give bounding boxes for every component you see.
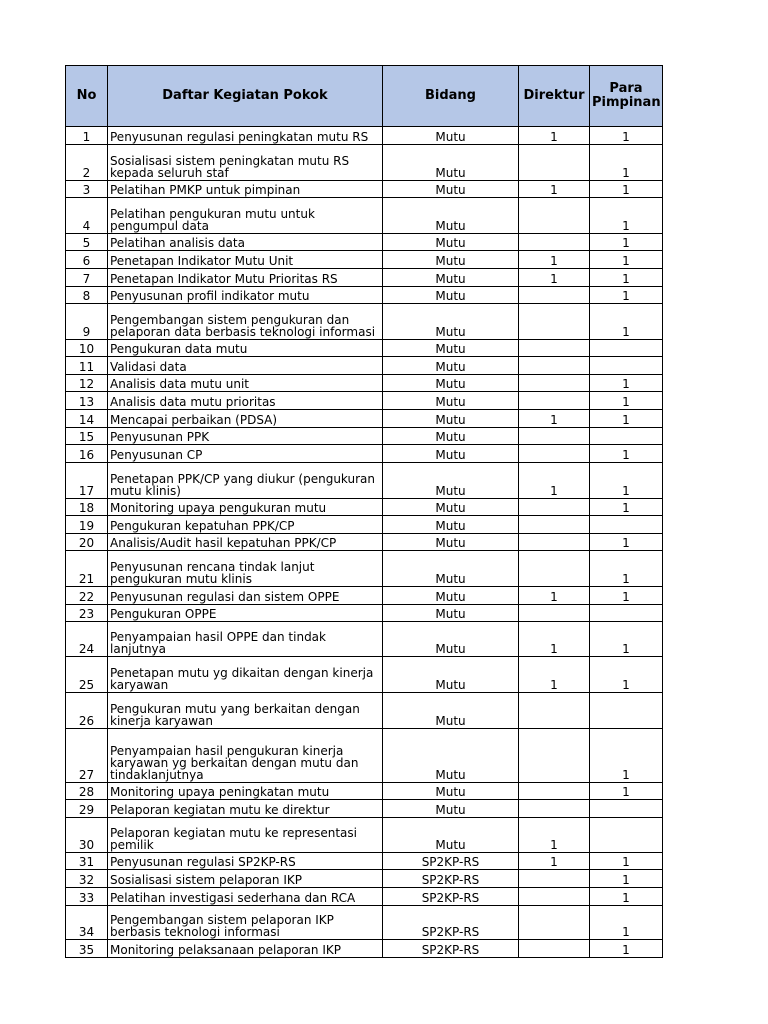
table-row [66, 357, 663, 375]
cell-pimpinan [590, 340, 663, 357]
cell-kegiatan: Pengukuran mutu yang berkaitan dengan kinerja karyawan [108, 693, 383, 729]
cell-no: 35 [66, 940, 108, 958]
cell-no: 21 [66, 551, 108, 587]
cell-direktur [519, 445, 590, 463]
cell-kegiatan: Pengukuran kepatuhan PPK/CP [108, 516, 383, 534]
cell-kegiatan: Penetapan Indikator Mutu Unit [108, 251, 383, 269]
table-row [66, 870, 663, 888]
cell-direktur [519, 340, 590, 357]
activity-table [65, 65, 663, 958]
cell-kegiatan: Monitoring pelaksanaan pelaporan IKP [108, 940, 383, 958]
cell-pimpinan [590, 693, 663, 729]
cell-direktur [519, 551, 590, 587]
cell-no: 34 [66, 906, 108, 940]
cell-bidang: Mutu [383, 127, 519, 145]
table-row [66, 287, 663, 304]
cell-pimpinan [590, 428, 663, 445]
cell-no: 19 [66, 516, 108, 534]
cell-kegiatan: Pelaporan kegiatan mutu ke representasi pemilik [108, 818, 383, 853]
cell-bidang: SP2KP-RS [383, 888, 519, 906]
cell-no: 4 [66, 198, 108, 234]
cell-pimpinan: 1 [590, 622, 663, 657]
cell-pimpinan: 1 [590, 463, 663, 499]
cell-pimpinan: 1 [590, 551, 663, 587]
table-row [66, 657, 663, 693]
cell-kegiatan: Mencapai perbaikan (PDSA) [108, 410, 383, 428]
cell-direktur [519, 783, 590, 800]
cell-bidang: Mutu [383, 357, 519, 375]
cell-direktur: 1 [519, 622, 590, 657]
cell-no: 25 [66, 657, 108, 693]
cell-direktur [519, 428, 590, 445]
cell-bidang: Mutu [383, 499, 519, 516]
cell-pimpinan: 1 [590, 127, 663, 145]
cell-no: 10 [66, 340, 108, 357]
table-row [66, 729, 663, 783]
cell-bidang: Mutu [383, 657, 519, 693]
cell-direktur: 1 [519, 269, 590, 287]
cell-kegiatan: Pengembangan sistem pelaporan IKP berbasis teknologi informasi [108, 906, 383, 940]
cell-no: 31 [66, 853, 108, 870]
cell-kegiatan: Pengembangan sistem pengukuran dan pelaporan data berbasis teknologi informasi [108, 304, 383, 340]
table-row [66, 818, 663, 853]
cell-kegiatan: Penyampaian hasil pengukuran kinerja karyawan yg berkaitan dengan mutu dan tindaklanjutnya [108, 729, 383, 783]
cell-bidang: Mutu [383, 340, 519, 357]
cell-no: 1 [66, 127, 108, 145]
cell-bidang: Mutu [383, 693, 519, 729]
table-row [66, 551, 663, 587]
table-body [66, 127, 663, 958]
cell-direktur: 1 [519, 251, 590, 269]
table-row [66, 534, 663, 551]
table-row [66, 906, 663, 940]
table-row [66, 127, 663, 145]
cell-direktur: 1 [519, 410, 590, 428]
cell-bidang: SP2KP-RS [383, 853, 519, 870]
cell-kegiatan: Penyusunan regulasi dan sistem OPPE [108, 587, 383, 605]
cell-direktur [519, 499, 590, 516]
table-row [66, 605, 663, 622]
cell-kegiatan: Penyusunan profil indikator mutu [108, 287, 383, 304]
cell-pimpinan: 1 [590, 392, 663, 410]
cell-kegiatan: Sosialisasi sistem pelaporan IKP [108, 870, 383, 888]
table-row [66, 587, 663, 605]
cell-direktur [519, 304, 590, 340]
cell-pimpinan: 1 [590, 534, 663, 551]
cell-direktur [519, 888, 590, 906]
table-row [66, 516, 663, 534]
cell-kegiatan: Pelatihan analisis data [108, 234, 383, 251]
header-direktur: Direktur [519, 66, 590, 127]
cell-kegiatan: Penyampaian hasil OPPE dan tindak lanjutnya [108, 622, 383, 657]
cell-bidang: Mutu [383, 800, 519, 818]
table-row [66, 340, 663, 357]
cell-direktur [519, 870, 590, 888]
cell-no: 2 [66, 145, 108, 181]
cell-bidang: Mutu [383, 729, 519, 783]
table-row [66, 888, 663, 906]
cell-kegiatan: Pelatihan investigasi sederhana dan RCA [108, 888, 383, 906]
cell-direktur [519, 906, 590, 940]
cell-no: 13 [66, 392, 108, 410]
cell-bidang: Mutu [383, 375, 519, 392]
table-row [66, 940, 663, 958]
cell-no: 7 [66, 269, 108, 287]
cell-pimpinan: 1 [590, 287, 663, 304]
table-row [66, 181, 663, 198]
cell-no: 5 [66, 234, 108, 251]
table-row [66, 622, 663, 657]
cell-bidang: Mutu [383, 551, 519, 587]
cell-bidang: Mutu [383, 428, 519, 445]
table-row [66, 693, 663, 729]
cell-direktur: 1 [519, 853, 590, 870]
cell-no: 23 [66, 605, 108, 622]
cell-pimpinan: 1 [590, 181, 663, 198]
cell-kegiatan: Penyusunan rencana tindak lanjut pengukuran mutu klinis [108, 551, 383, 587]
cell-pimpinan: 1 [590, 587, 663, 605]
table-row [66, 463, 663, 499]
cell-direktur [519, 392, 590, 410]
cell-pimpinan: 1 [590, 304, 663, 340]
cell-bidang: Mutu [383, 410, 519, 428]
cell-pimpinan: 1 [590, 853, 663, 870]
header-row [66, 66, 663, 127]
table-row [66, 783, 663, 800]
cell-direktur: 1 [519, 463, 590, 499]
cell-no: 28 [66, 783, 108, 800]
cell-bidang: Mutu [383, 534, 519, 551]
cell-bidang: Mutu [383, 622, 519, 657]
cell-direktur [519, 534, 590, 551]
cell-no: 6 [66, 251, 108, 269]
cell-bidang: SP2KP-RS [383, 870, 519, 888]
cell-no: 20 [66, 534, 108, 551]
cell-direktur [519, 693, 590, 729]
cell-direktur [519, 375, 590, 392]
cell-pimpinan: 1 [590, 499, 663, 516]
cell-direktur [519, 800, 590, 818]
cell-direktur [519, 729, 590, 783]
table-row [66, 499, 663, 516]
cell-direktur: 1 [519, 657, 590, 693]
cell-kegiatan: Pelaporan kegiatan mutu ke direktur [108, 800, 383, 818]
cell-kegiatan: Monitoring upaya peningkatan mutu [108, 783, 383, 800]
table-row [66, 304, 663, 340]
cell-kegiatan: Monitoring upaya pengukuran mutu [108, 499, 383, 516]
cell-direktur: 1 [519, 587, 590, 605]
cell-kegiatan: Penyusunan CP [108, 445, 383, 463]
cell-no: 11 [66, 357, 108, 375]
cell-kegiatan: Analisis data mutu unit [108, 375, 383, 392]
cell-direktur [519, 287, 590, 304]
cell-bidang: Mutu [383, 234, 519, 251]
cell-kegiatan: Pengukuran OPPE [108, 605, 383, 622]
cell-no: 26 [66, 693, 108, 729]
cell-pimpinan: 1 [590, 870, 663, 888]
cell-bidang: Mutu [383, 818, 519, 853]
cell-pimpinan [590, 357, 663, 375]
cell-kegiatan: Penyusunan regulasi SP2KP-RS [108, 853, 383, 870]
cell-no: 17 [66, 463, 108, 499]
cell-kegiatan: Pengukuran data mutu [108, 340, 383, 357]
cell-kegiatan: Penyusunan regulasi peningkatan mutu RS [108, 127, 383, 145]
cell-no: 29 [66, 800, 108, 818]
cell-pimpinan: 1 [590, 234, 663, 251]
cell-kegiatan: Penetapan Indikator Mutu Prioritas RS [108, 269, 383, 287]
table-row [66, 234, 663, 251]
cell-pimpinan: 1 [590, 888, 663, 906]
cell-pimpinan [590, 818, 663, 853]
cell-no: 24 [66, 622, 108, 657]
cell-no: 15 [66, 428, 108, 445]
cell-bidang: Mutu [383, 304, 519, 340]
cell-no: 12 [66, 375, 108, 392]
cell-no: 8 [66, 287, 108, 304]
cell-no: 27 [66, 729, 108, 783]
cell-direktur: 1 [519, 181, 590, 198]
table-row [66, 392, 663, 410]
cell-no: 30 [66, 818, 108, 853]
cell-no: 33 [66, 888, 108, 906]
cell-pimpinan: 1 [590, 940, 663, 958]
table-row [66, 251, 663, 269]
cell-bidang: SP2KP-RS [383, 906, 519, 940]
header-para-pimpinan: Para Pimpinan [590, 66, 663, 127]
cell-bidang: Mutu [383, 198, 519, 234]
table-row [66, 800, 663, 818]
cell-kegiatan: Penyusunan PPK [108, 428, 383, 445]
cell-kegiatan: Analisis data mutu prioritas [108, 392, 383, 410]
cell-direktur [519, 145, 590, 181]
table-row [66, 445, 663, 463]
cell-kegiatan: Pelatihan pengukuran mutu untuk pengumpul data [108, 198, 383, 234]
cell-kegiatan: Penetapan PPK/CP yang diukur (pengukuran mutu klinis) [108, 463, 383, 499]
cell-bidang: Mutu [383, 392, 519, 410]
cell-pimpinan: 1 [590, 145, 663, 181]
cell-bidang: Mutu [383, 605, 519, 622]
cell-bidang: Mutu [383, 587, 519, 605]
cell-bidang: Mutu [383, 251, 519, 269]
cell-pimpinan: 1 [590, 198, 663, 234]
table-row [66, 853, 663, 870]
cell-pimpinan [590, 516, 663, 534]
cell-bidang: Mutu [383, 145, 519, 181]
cell-bidang: Mutu [383, 181, 519, 198]
cell-kegiatan: Validasi data [108, 357, 383, 375]
cell-direktur [519, 234, 590, 251]
cell-no: 3 [66, 181, 108, 198]
table-row [66, 410, 663, 428]
cell-bidang: Mutu [383, 269, 519, 287]
cell-direktur: 1 [519, 127, 590, 145]
cell-kegiatan: Analisis/Audit hasil kepatuhan PPK/CP [108, 534, 383, 551]
cell-pimpinan: 1 [590, 410, 663, 428]
cell-pimpinan: 1 [590, 445, 663, 463]
cell-pimpinan: 1 [590, 375, 663, 392]
table-row [66, 269, 663, 287]
cell-kegiatan: Pelatihan PMKP untuk pimpinan [108, 181, 383, 198]
cell-pimpinan: 1 [590, 783, 663, 800]
cell-pimpinan: 1 [590, 657, 663, 693]
cell-pimpinan: 1 [590, 251, 663, 269]
cell-pimpinan [590, 605, 663, 622]
cell-bidang: Mutu [383, 287, 519, 304]
header-no: No [66, 66, 108, 127]
cell-pimpinan: 1 [590, 906, 663, 940]
cell-bidang: SP2KP-RS [383, 940, 519, 958]
cell-direktur [519, 198, 590, 234]
header-bidang: Bidang [383, 66, 519, 127]
table-row [66, 198, 663, 234]
cell-direktur: 1 [519, 818, 590, 853]
cell-kegiatan: Penetapan mutu yg dikaitan dengan kinerja karyawan [108, 657, 383, 693]
cell-no: 18 [66, 499, 108, 516]
table-row [66, 145, 663, 181]
cell-no: 22 [66, 587, 108, 605]
cell-bidang: Mutu [383, 445, 519, 463]
cell-no: 32 [66, 870, 108, 888]
cell-kegiatan: Sosialisasi sistem peningkatan mutu RS kepada seluruh staf [108, 145, 383, 181]
cell-pimpinan: 1 [590, 729, 663, 783]
cell-bidang: Mutu [383, 783, 519, 800]
table-row [66, 375, 663, 392]
header-kegiatan: Daftar Kegiatan Pokok [108, 66, 383, 127]
cell-no: 9 [66, 304, 108, 340]
cell-bidang: Mutu [383, 463, 519, 499]
cell-no: 16 [66, 445, 108, 463]
cell-pimpinan: 1 [590, 269, 663, 287]
table-row [66, 428, 663, 445]
cell-no: 14 [66, 410, 108, 428]
cell-direktur [519, 516, 590, 534]
cell-bidang: Mutu [383, 516, 519, 534]
cell-direktur [519, 605, 590, 622]
cell-direktur [519, 940, 590, 958]
cell-pimpinan [590, 800, 663, 818]
cell-direktur [519, 357, 590, 375]
